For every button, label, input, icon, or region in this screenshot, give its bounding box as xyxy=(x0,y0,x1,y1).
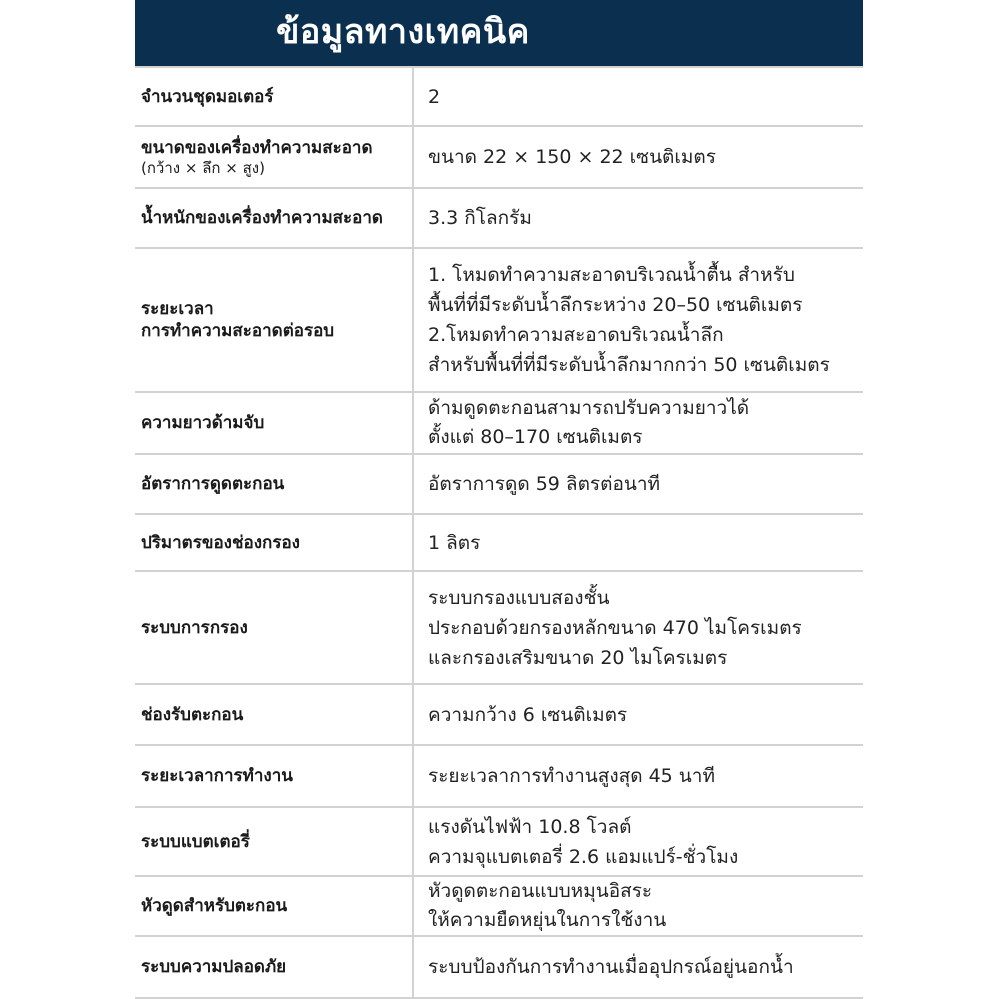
spec-row-handle-length xyxy=(135,392,863,454)
spec-row-safety xyxy=(135,936,863,998)
spec-label-cell xyxy=(135,571,413,684)
spec-label-cell xyxy=(135,745,413,807)
spec-row-filter-volume xyxy=(135,514,863,571)
spec-label: น้ำหนักของเครื่องทำความสะอาด xyxy=(141,208,383,228)
spec-label: ระยะเวลา การทำความสะอาดต่อรอบ xyxy=(141,299,335,341)
spec-label: ระบบความปลอดภัย xyxy=(141,957,287,977)
spec-label: ขนาดของเครื่องทำความสะอาด xyxy=(141,137,373,158)
spec-value: 3.3 กิโลกรัม xyxy=(428,207,532,229)
spec-label-cell xyxy=(135,392,413,454)
spec-label-cell xyxy=(135,248,413,392)
spec-row-weight xyxy=(135,188,863,248)
spec-value-cell xyxy=(413,67,863,126)
spec-label: ช่องรับตะกอน xyxy=(141,704,244,725)
spec-label: ปริมาตรของช่องกรอง xyxy=(141,532,300,553)
spec-label-cell xyxy=(135,876,413,936)
spec-value-cell xyxy=(413,514,863,571)
spec-label: จำนวนชุดมอเตอร์ xyxy=(141,86,274,107)
spec-row-battery xyxy=(135,807,863,876)
spec-value-cell xyxy=(413,392,863,454)
spec-value: อัตราการดูด 59 ลิตรต่อนาที xyxy=(428,473,661,495)
spec-row-suction-rate xyxy=(135,454,863,514)
spec-value: ความกว้าง 6 เซนติเมตร xyxy=(428,703,628,726)
page-title: ข้อมูลทางเทคนิค xyxy=(276,12,530,52)
spec-sublabel: (กว้าง × ลึก × สูง) xyxy=(141,158,265,177)
spec-value-cell xyxy=(413,454,863,514)
spec-label: ระยะเวลาการทำงาน xyxy=(141,766,293,786)
spec-label: อัตราการดูดตะกอน xyxy=(141,474,285,494)
spec-label-cell xyxy=(135,188,413,248)
spec-label: ความยาวด้ามจับ xyxy=(141,413,265,433)
spec-value-cell xyxy=(413,807,863,876)
spec-value: แรงดันไฟฟ้า 10.8 โวลต์ ความจุแบตเตอรี่ 2.6 แอมแปร์-ชั่วโมง xyxy=(428,815,739,868)
spec-label-cell xyxy=(135,807,413,876)
spec-value: ระยะเวลาการทำงานสูงสุด 45 นาที xyxy=(428,765,715,787)
spec-label-cell xyxy=(135,936,413,998)
spec-value-cell xyxy=(413,745,863,807)
spec-value: ด้ามดูดตะกอนสามารถปรับความยาวได้ ตั้งแต่ 80–170 เซนติเมตร xyxy=(428,397,750,448)
spec-value-cell xyxy=(413,188,863,248)
spec-value-cell xyxy=(413,126,863,188)
spec-value: ระบบกรองแบบสองชั้น ประกอบด้วยกรองหลักขนาด 470 ไมโครเมตร และกรองเสริมขนาด 20 ไมโครเมตร xyxy=(428,586,802,669)
spec-label-cell xyxy=(135,67,413,126)
spec-value-cell xyxy=(413,248,863,392)
spec-value-cell xyxy=(413,684,863,745)
spec-value: ขนาด 22 × 150 × 22 เซนติเมตร xyxy=(428,146,716,168)
spec-row-suction-head xyxy=(135,876,863,936)
spec-row-dimensions xyxy=(135,126,863,188)
spec-row-cleaning-time xyxy=(135,248,863,392)
spec-value: 1. โหมดทำความสะอาดบริเวณน้ำตื้น สำหรับ พื้นที่ที่มีระดับน้ำลึกระหว่าง 20–50 เซนติเมตร 2.โหมดทำความสะอาดบริเวณน้ำลึก สำหรับพื้นที่ที่มีระดับน้ำลึกมากกว่า 50 เซนติเมตร xyxy=(428,264,830,376)
spec-label-cell xyxy=(135,126,413,188)
spec-label: ระบบแบตเตอรี่ xyxy=(141,831,250,852)
spec-sheet xyxy=(135,0,863,999)
spec-table xyxy=(135,66,863,999)
spec-row-debris-inlet xyxy=(135,684,863,745)
spec-label-cell xyxy=(135,454,413,514)
spec-label: หัวดูดสำหรับตะกอน xyxy=(141,896,288,916)
spec-label-cell xyxy=(135,684,413,745)
spec-row-filter-system xyxy=(135,571,863,684)
spec-value-cell xyxy=(413,876,863,936)
spec-row-motor-count xyxy=(135,67,863,126)
spec-value: 2 xyxy=(428,85,441,108)
spec-value-cell xyxy=(413,936,863,998)
spec-row-run-time xyxy=(135,745,863,807)
spec-value: 1 ลิตร xyxy=(428,531,481,554)
spec-label-cell xyxy=(135,514,413,571)
spec-value-cell xyxy=(413,571,863,684)
spec-value: ระบบป้องกันการทำงานเมื่ออุปกรณ์อยู่นอกน้ำ xyxy=(428,956,794,978)
spec-value: หัวดูดตะกอนแบบหมุนอิสระ ให้ความยืดหยุ่นในการใช้งาน xyxy=(428,880,667,931)
spec-label: ระบบการกรอง xyxy=(141,617,248,638)
header-banner xyxy=(135,0,863,66)
